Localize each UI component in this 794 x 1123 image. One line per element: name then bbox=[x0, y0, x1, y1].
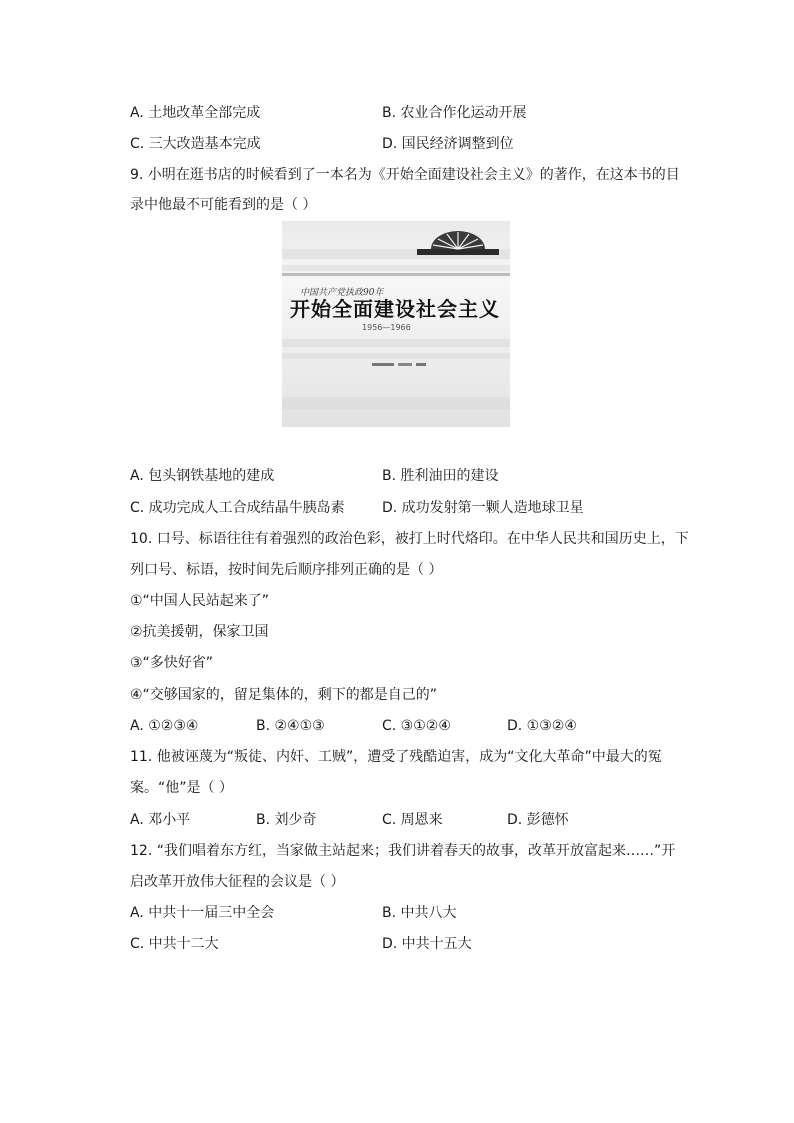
q10-option-c: C. ③①②④ bbox=[382, 718, 451, 734]
sunburst-emblem-icon bbox=[417, 229, 499, 255]
q12-option-b: B. 中共八大 bbox=[382, 905, 457, 921]
q11-stem-line2: 案。“他”是（ ） bbox=[130, 780, 233, 796]
q9-option-d: D. 成功发射第一颗人造地球卫星 bbox=[382, 500, 584, 516]
q12-option-c: C. 中共十二大 bbox=[130, 936, 219, 952]
q12-stem-line1: 12. “我们唱着东方红，当家做主站起来；我们讲着春天的故事，改革开放富起来……”开 bbox=[130, 843, 676, 859]
q11-option-d: D. 彭德怀 bbox=[507, 812, 569, 828]
q10-stem-line2: 列口号、标语，按时间先后顺序排列正确的是（ ） bbox=[130, 562, 443, 578]
book-author-scribble bbox=[372, 361, 432, 369]
q8-option-a: A. 土地改革全部完成 bbox=[130, 105, 261, 121]
q11-option-a: A. 邓小平 bbox=[130, 812, 191, 828]
q10-item-3: ③“多快好省” bbox=[130, 655, 214, 671]
book-series-label: 中国共产党执政90年 bbox=[300, 288, 384, 298]
book-years: 1956—1966 bbox=[362, 323, 411, 332]
q10-option-d: D. ①③②④ bbox=[507, 718, 577, 734]
q10-stem-line1: 10. 口号、标语往往有着强烈的政治色彩，被打上时代烙印。在中华人民共和国历史上，下 bbox=[130, 531, 689, 547]
q8-option-d: D. 国民经济调整到位 bbox=[382, 136, 514, 152]
q10-option-b: B. ②④①③ bbox=[256, 718, 325, 734]
q10-item-2: ②抗美援朝，保家卫国 bbox=[130, 624, 269, 640]
q12-stem-line2: 启改革开放伟大征程的会议是（ ） bbox=[130, 874, 345, 890]
q12-option-d: D. 中共十五大 bbox=[382, 936, 472, 952]
q8-option-b: B. 农业合作化运动开展 bbox=[382, 105, 527, 121]
q12-option-a: A. 中共十一届三中全会 bbox=[130, 905, 275, 921]
q9-option-c: C. 成功完成人工合成结晶牛胰岛素 bbox=[130, 500, 345, 516]
q10-item-4: ④“交够国家的，留足集体的，剩下的都是自己的” bbox=[130, 687, 438, 703]
q10-option-a: A. ①②③④ bbox=[130, 718, 199, 734]
q8-option-c: C. 三大改造基本完成 bbox=[130, 136, 261, 152]
book-cover-image bbox=[282, 221, 510, 427]
q9-stem-line2: 录中他最不可能看到的是（ ） bbox=[130, 197, 317, 213]
q11-option-c: C. 周恩来 bbox=[382, 812, 443, 828]
q9-option-b: B. 胜利油田的建设 bbox=[382, 468, 499, 484]
book-title: 开始全面建设社会主义 bbox=[290, 297, 500, 321]
q10-item-1: ①“中国人民站起来了” bbox=[130, 593, 270, 609]
q9-option-a: A. 包头钢铁基地的建成 bbox=[130, 468, 275, 484]
q11-option-b: B. 刘少奇 bbox=[256, 812, 317, 828]
q11-stem-line1: 11. 他被诬蔑为“叛徒、内奸、工贼”，遭受了残酷迫害，成为“文化大革命”中最大的冤 bbox=[130, 749, 662, 765]
q9-stem-line1: 9. 小明在逛书店的时候看到了一本名为《开始全面建设社会主义》的著作，在这本书的目 bbox=[130, 167, 680, 183]
